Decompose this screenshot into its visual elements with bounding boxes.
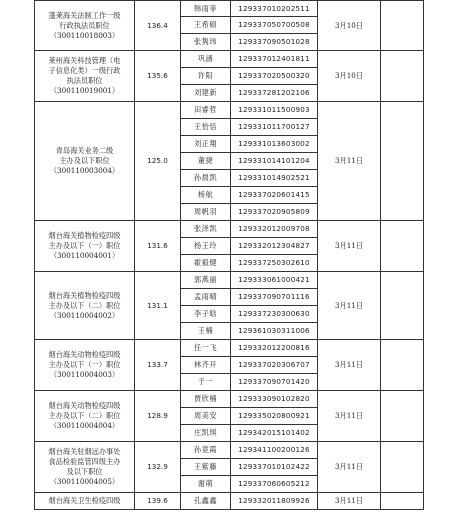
candidate-name-cell: 张隽玮 xyxy=(181,34,231,51)
candidate-name-cell: 王紫藤 xyxy=(181,459,231,476)
exam-id-cell: 129337250302610 xyxy=(231,255,318,272)
position-line: 烟台海关卫生检疫四级 xyxy=(48,496,121,505)
exam-id-cell: 129337090701420 xyxy=(231,374,318,391)
candidate-name-cell: 孟雨晴 xyxy=(181,289,231,306)
table-row xyxy=(35,1,424,17)
remarks-cell xyxy=(381,340,424,391)
candidate-name-cell: 贾欣楠 xyxy=(181,391,231,408)
interview-date-cell: 3月10日 xyxy=(318,1,381,51)
position-line: 主办及以下职位 xyxy=(59,156,110,165)
min-score-cell: 128.9 xyxy=(135,391,181,442)
exam-id-cell: 129337020601415 xyxy=(231,187,318,204)
candidate-name-cell: 杨王玲 xyxy=(181,238,231,255)
position-cell xyxy=(35,1,135,51)
candidate-name-cell: 韩雨菲 xyxy=(181,1,231,17)
exam-id-cell: 129337020905809 xyxy=(231,204,318,221)
candidate-name-cell: 于一 xyxy=(181,374,231,391)
position-cell xyxy=(35,493,135,510)
exam-id-cell: 129331014902521 xyxy=(231,170,318,187)
exam-id-cell: 129331013603002 xyxy=(231,136,318,153)
exam-id-cell: 129337090501028 xyxy=(231,34,318,51)
position-line: （300110004003） xyxy=(49,370,120,379)
candidate-name-cell: 李子晗 xyxy=(181,306,231,323)
remarks-cell xyxy=(381,221,424,272)
interview-date-cell: 3月11日 xyxy=(318,442,381,493)
exam-id-cell: 129337281202106 xyxy=(231,85,318,102)
position-line: （300110004001） xyxy=(49,251,120,260)
candidate-name-cell: 巩涵 xyxy=(181,51,231,68)
position-line: （300110004004） xyxy=(49,421,120,430)
exam-id-cell: 129333061000421 xyxy=(231,272,318,289)
min-score-cell: 131.6 xyxy=(135,221,181,272)
exam-id-cell: 129335020800921 xyxy=(231,408,318,425)
position-line: 主办及以下（二）职位 xyxy=(48,411,121,420)
candidate-name-cell: 庄凯琪 xyxy=(181,425,231,442)
candidate-name-cell: 孔鑫鑫 xyxy=(181,493,231,510)
candidate-name-cell: 任一飞 xyxy=(181,340,231,357)
position-line: （300110003004） xyxy=(49,166,120,175)
exam-id-cell: 129337010102422 xyxy=(231,459,318,476)
candidate-name-cell: 田睿哲 xyxy=(181,102,231,119)
position-line: 子信息化类）一级行政 xyxy=(48,66,121,75)
candidate-name-cell: 王希硕 xyxy=(181,17,231,34)
position-line: 食品检验监管四级主办 xyxy=(48,457,121,466)
exam-id-cell: 129337090701116 xyxy=(231,289,318,306)
exam-id-cell: 129337230300630 xyxy=(231,306,318,323)
position-line: 烟台海关驻烟远办事处 xyxy=(48,447,121,456)
candidate-name-cell: 董捷 xyxy=(181,153,231,170)
exam-id-cell: 129331014101204 xyxy=(231,153,318,170)
interview-date-cell: 3月11日 xyxy=(318,391,381,442)
interview-date-cell: 3月11日 xyxy=(318,221,381,272)
position-line: （300110004002） xyxy=(49,310,120,320)
candidate-name-cell: 孙晨凯 xyxy=(181,170,231,187)
exam-id-cell: 129337012401811 xyxy=(231,51,318,68)
interview-date-cell: 3月11日 xyxy=(318,340,381,391)
exam-id-cell: 129337050700508 xyxy=(231,17,318,34)
interview-date-cell: 3月11日 xyxy=(318,102,381,221)
table-row xyxy=(35,102,424,119)
position-line: 蓬莱海关法制工作一级 xyxy=(48,10,121,20)
remarks-cell xyxy=(381,391,424,442)
candidate-name-cell: 王楠 xyxy=(181,323,231,340)
table-row xyxy=(35,340,424,357)
table-row xyxy=(35,442,424,459)
position-line: （300110019001） xyxy=(49,86,120,95)
remarks-cell xyxy=(381,1,424,51)
table-row xyxy=(35,391,424,408)
position-cell xyxy=(35,51,135,102)
position-line: 烟台海关动物检疫四级 xyxy=(48,401,121,410)
interview-date-cell: 3月11日 xyxy=(318,493,381,510)
position-cell xyxy=(35,340,135,391)
position-line: 主办及以下（一）职位 xyxy=(48,360,121,369)
interview-date-cell: 3月11日 xyxy=(318,272,381,340)
remarks-cell xyxy=(381,442,424,493)
position-cell xyxy=(35,272,135,340)
min-score-cell: 131.1 xyxy=(135,272,181,340)
exam-id-cell: 129361030311006 xyxy=(231,323,318,340)
remarks-cell xyxy=(381,272,424,340)
candidate-name-cell: 孙竟霞 xyxy=(181,442,231,459)
exam-id-cell: 129332012200816 xyxy=(231,340,318,357)
position-cell xyxy=(35,442,135,493)
candidate-name-cell: 郭燕丽 xyxy=(181,272,231,289)
candidate-name-cell: 王怡恬 xyxy=(181,119,231,136)
candidate-name-cell: 周美安 xyxy=(181,408,231,425)
table-row xyxy=(35,493,424,510)
exam-id-cell: 129331011500903 xyxy=(231,102,318,119)
remarks-cell xyxy=(381,493,424,510)
position-line: 执法员职位 xyxy=(66,76,103,85)
min-score-cell: 125.0 xyxy=(135,102,181,221)
position-cell xyxy=(35,221,135,272)
position-line: （300110004005） xyxy=(49,477,120,486)
position-line: 烟台海关动物检疫四级 xyxy=(48,350,121,359)
position-line: 主办及以下（二）职位 xyxy=(48,300,121,310)
min-score-cell: 135.6 xyxy=(135,51,181,102)
candidate-name-cell: 许阳 xyxy=(181,68,231,85)
exam-id-cell: 129332011809926 xyxy=(231,493,318,510)
position-line: 行政执法员职位 xyxy=(59,20,110,30)
table-row xyxy=(35,51,424,68)
position-line: 烟台海关植物检疫四级 xyxy=(48,290,121,300)
position-line: 莱州海关科技管理（电 xyxy=(48,56,121,65)
exam-id-cell: 129333090102820 xyxy=(231,391,318,408)
table-row xyxy=(35,221,424,238)
exam-id-cell: 129337020500320 xyxy=(231,68,318,85)
table-row xyxy=(35,272,424,289)
exam-id-cell: 129342015101402 xyxy=(231,425,318,442)
min-score-cell: 132.9 xyxy=(135,442,181,493)
candidate-name-cell: 周帆羽 xyxy=(181,204,231,221)
exam-id-cell: 129337060605212 xyxy=(231,476,318,493)
candidate-name-cell: 张泽凯 xyxy=(181,221,231,238)
exam-id-cell: 129337020306707 xyxy=(231,357,318,374)
position-cell xyxy=(35,391,135,442)
position-line: （300110018003） xyxy=(49,30,120,40)
remarks-cell xyxy=(381,102,424,221)
candidate-name-cell: 刘正翔 xyxy=(181,136,231,153)
position-line: 及以下职位 xyxy=(66,467,103,476)
min-score-cell: 133.7 xyxy=(135,340,181,391)
exam-id-cell: 129332012304827 xyxy=(231,238,318,255)
candidate-name-cell: 霍毅健 xyxy=(181,255,231,272)
min-score-cell: 136.4 xyxy=(135,1,181,51)
position-cell xyxy=(35,102,135,221)
exam-id-cell: 129341100200126 xyxy=(231,442,318,459)
position-line: 烟台海关植物检疫四级 xyxy=(48,231,121,240)
results-sheet xyxy=(34,0,424,510)
exam-id-cell: 129332012009708 xyxy=(231,221,318,238)
candidate-name-cell: 谢萌 xyxy=(181,476,231,493)
remarks-cell xyxy=(381,51,424,102)
interview-date-cell: 3月10日 xyxy=(318,51,381,102)
exam-id-cell: 129337010202511 xyxy=(231,1,318,17)
position-line: 青岛海关业务二级 xyxy=(55,146,114,155)
min-score-cell: 139.6 xyxy=(135,493,181,510)
interview-list-table xyxy=(34,0,424,510)
candidate-name-cell: 刘建新 xyxy=(181,85,231,102)
candidate-name-cell: 林齐开 xyxy=(181,357,231,374)
position-line: 主办及以下（一）职位 xyxy=(48,241,121,250)
exam-id-cell: 129331011700127 xyxy=(231,119,318,136)
candidate-name-cell: 杨航 xyxy=(181,187,231,204)
